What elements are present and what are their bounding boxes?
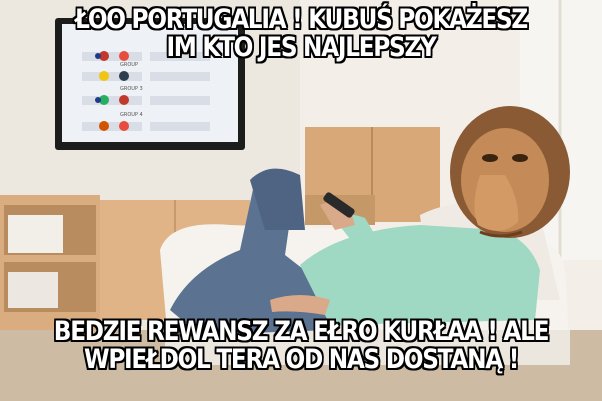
flag-icon <box>119 95 129 105</box>
bottom-caption-line: WPIEŁDOL TERA OD NAS DOSTANĄ ! <box>83 344 519 376</box>
monkey-head <box>450 106 570 238</box>
top-caption <box>42 6 560 63</box>
bottom-caption-line: BEDZIE REWANSZ ZA EŁRO KURŁAA ! ALE <box>53 316 549 347</box>
tv-group-label: GROUP <box>120 62 138 68</box>
flag-icon <box>99 71 109 81</box>
flag-icon <box>95 97 101 103</box>
monkey-eye <box>482 154 498 162</box>
top-caption-line: ŁOO PORTUGALIA ! KUBUŚ POKAŻESZ <box>75 4 527 35</box>
tv-row <box>82 122 142 131</box>
tv-row <box>150 122 210 131</box>
bottom-caption <box>42 318 560 375</box>
books <box>8 215 63 253</box>
books <box>8 272 58 308</box>
tv-group-label: GROUP 3 <box>120 86 143 92</box>
monkey-eye <box>512 154 528 162</box>
flag-icon <box>119 121 129 131</box>
flag-icon <box>99 121 109 131</box>
tv-row <box>82 72 142 81</box>
tv-row <box>150 72 210 81</box>
tv-row <box>82 96 142 105</box>
top-caption-line: IM KTO JES NAJLEPSZY <box>166 32 436 64</box>
tv-row <box>150 96 210 105</box>
tv-group-label: GROUP 4 <box>120 112 143 118</box>
flag-icon <box>119 71 129 81</box>
